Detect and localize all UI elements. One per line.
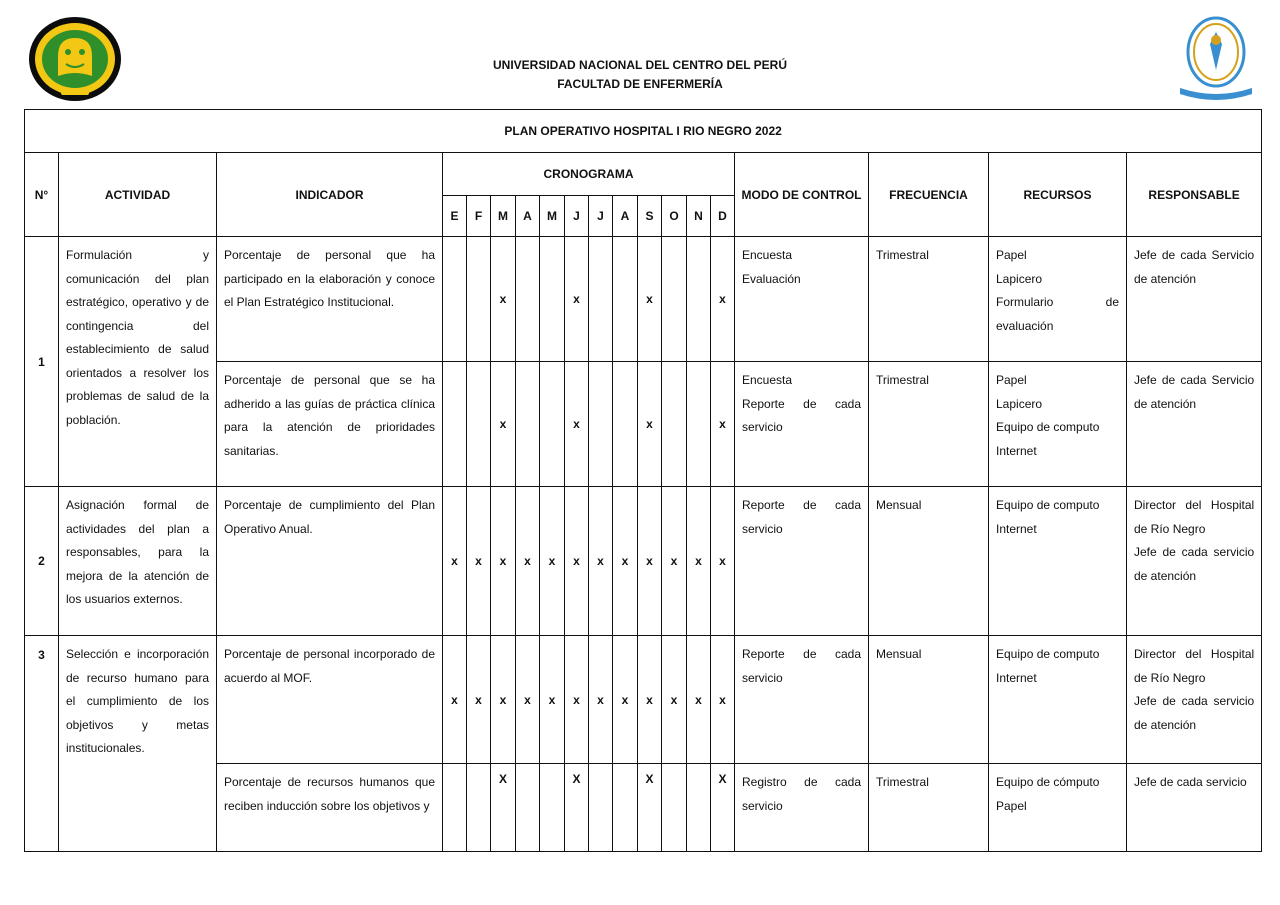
header-activity: ACTIVIDAD — [59, 153, 217, 237]
resource-line: Papel — [996, 373, 1027, 387]
schedule-mark: x — [687, 487, 711, 636]
schedule-mark: x — [711, 636, 735, 764]
resources-cell — [989, 362, 1127, 487]
header-control: MODO DE CONTROL — [735, 153, 869, 237]
control-cell — [735, 636, 869, 764]
control-line: Encuesta — [742, 373, 793, 387]
schedule-mark: X — [638, 764, 662, 852]
control-cell — [735, 362, 869, 487]
month-header: M — [491, 196, 516, 237]
schedule-mark: x — [613, 636, 638, 764]
row-number: 3 — [25, 636, 59, 852]
schedule-mark: X — [711, 764, 735, 852]
control-line: Reporte de cada servicio — [742, 396, 861, 434]
schedule-mark: x — [711, 487, 735, 636]
schedule-mark — [467, 237, 491, 362]
resource-line: Internet — [996, 521, 1037, 536]
month-header: J — [565, 196, 589, 237]
responsible-line: Jefe de cada Servicio de atención — [1134, 373, 1255, 411]
resource-line: Lapicero — [996, 271, 1043, 286]
month-header: A — [516, 196, 540, 237]
schedule-mark: x — [443, 636, 467, 764]
month-header: S — [638, 196, 662, 237]
schedule-mark — [589, 362, 613, 487]
schedule-mark: x — [638, 237, 662, 362]
schedule-mark: x — [443, 487, 467, 636]
responsible-cell — [1127, 764, 1262, 852]
schedule-mark: x — [491, 487, 516, 636]
header-num: N° — [25, 153, 59, 237]
schedule-mark — [467, 764, 491, 852]
month-header: N — [687, 196, 711, 237]
header-responsible: RESPONSABLE — [1127, 153, 1262, 237]
schedule-mark — [613, 764, 638, 852]
schedule-mark: x — [638, 636, 662, 764]
control-line: Reporte de cada servicio — [742, 647, 861, 685]
month-header: M — [540, 196, 565, 237]
schedule-mark — [516, 764, 540, 852]
activity-cell: Formulación y comunicación del plan estratégico, operativo y de contingencia del establecimiento de salud orientados a resolver los problemas de salud de la población. — [59, 237, 217, 487]
responsible-cell — [1127, 237, 1262, 362]
frequency-cell: Mensual — [869, 636, 989, 764]
schedule-mark: x — [638, 487, 662, 636]
schedule-mark — [662, 362, 687, 487]
indicator-cell: Porcentaje de personal incorporado de acuerdo al MOF. — [217, 636, 443, 764]
resource-line: Lapicero — [996, 396, 1043, 411]
frequency-cell: Trimestral — [869, 237, 989, 362]
responsible-cell — [1127, 362, 1262, 487]
month-header: J — [589, 196, 613, 237]
month-header: F — [467, 196, 491, 237]
month-header: O — [662, 196, 687, 237]
responsible-line: Jefe de cada servicio de atención — [1134, 694, 1255, 732]
schedule-mark — [613, 362, 638, 487]
schedule-mark — [589, 237, 613, 362]
frequency-cell: Trimestral — [869, 362, 989, 487]
control-cell — [735, 237, 869, 362]
activity-cell: Asignación formal de actividades del plan a responsables, para la mejora de la atención de los usuarios externos. — [59, 487, 217, 636]
header-frequency: FRECUENCIA — [869, 153, 989, 237]
resource-line: Equipo de computo — [996, 498, 1100, 512]
resources-cell — [989, 636, 1127, 764]
schedule-mark: X — [565, 764, 589, 852]
schedule-mark: x — [589, 487, 613, 636]
row-number: 2 — [25, 487, 59, 636]
responsible-cell — [1127, 487, 1262, 636]
resource-line: Formulario de evaluación — [996, 295, 1119, 333]
indicator-cell: Porcentaje de cumplimiento del Plan Operativo Anual. — [217, 487, 443, 636]
schedule-mark — [662, 764, 687, 852]
schedule-mark — [540, 237, 565, 362]
table-row — [25, 487, 1262, 636]
schedule-mark: x — [613, 487, 638, 636]
schedule-mark: x — [638, 362, 662, 487]
schedule-mark: x — [491, 362, 516, 487]
schedule-mark: x — [540, 487, 565, 636]
schedule-mark: x — [589, 636, 613, 764]
resources-cell — [989, 487, 1127, 636]
schedule-mark — [467, 362, 491, 487]
responsible-cell — [1127, 636, 1262, 764]
header-schedule: CRONOGRAMA — [443, 153, 735, 196]
indicator-cell: Porcentaje de personal que se ha adherido a las guías de práctica clínica para la atención de prioridades sanitarias. — [217, 362, 443, 487]
schedule-mark — [516, 237, 540, 362]
schedule-mark: x — [516, 636, 540, 764]
table-row — [25, 237, 1262, 362]
control-line: Reporte de cada servicio — [742, 498, 861, 536]
resource-line: Internet — [996, 443, 1037, 458]
responsible-line: Jefe de cada Servicio de atención — [1134, 248, 1255, 286]
indicator-cell: Porcentaje de recursos humanos que reciben inducción sobre los objetivos y — [217, 764, 443, 852]
schedule-mark — [443, 764, 467, 852]
schedule-mark — [589, 764, 613, 852]
month-header: D — [711, 196, 735, 237]
resources-cell — [989, 764, 1127, 852]
schedule-mark: x — [491, 636, 516, 764]
schedule-mark — [443, 237, 467, 362]
schedule-mark: x — [565, 487, 589, 636]
schedule-mark: x — [491, 237, 516, 362]
control-line: Registro de cada servicio — [742, 775, 861, 813]
row-number: 1 — [25, 237, 59, 487]
responsible-line: Jefe de cada servicio de atención — [1134, 545, 1255, 583]
header-resources: RECURSOS — [989, 153, 1127, 237]
responsible-line: Director del Hospital de Río Negro — [1134, 498, 1255, 536]
schedule-mark: x — [516, 487, 540, 636]
responsible-line: Director del Hospital de Río Negro — [1134, 647, 1255, 685]
schedule-mark — [687, 237, 711, 362]
resource-line: Equipo de computo — [996, 647, 1100, 661]
operative-plan-table — [24, 109, 1262, 852]
responsible-line: Jefe de cada servicio — [1134, 775, 1247, 789]
schedule-mark: x — [540, 636, 565, 764]
schedule-mark — [687, 764, 711, 852]
schedule-mark — [443, 362, 467, 487]
faculty-name: FACULTAD DE ENFERMERÍA — [557, 77, 723, 91]
schedule-mark — [540, 362, 565, 487]
schedule-mark: x — [565, 362, 589, 487]
control-cell — [735, 487, 869, 636]
schedule-mark: x — [467, 487, 491, 636]
table-row — [25, 636, 1262, 764]
activity-cell: Selección e incorporación de recurso humano para el cumplimiento de los objetivos y metas institucionales. — [59, 636, 217, 852]
schedule-mark: X — [491, 764, 516, 852]
month-header: A — [613, 196, 638, 237]
schedule-mark: x — [662, 636, 687, 764]
indicator-cell: Porcentaje de personal que ha participado en la elaboración y conoce el Plan Estratégico Institucional. — [217, 237, 443, 362]
plan-title: PLAN OPERATIVO HOSPITAL I RIO NEGRO 2022 — [25, 110, 1262, 153]
schedule-mark: x — [565, 636, 589, 764]
frequency-cell: Trimestral — [869, 764, 989, 852]
schedule-mark — [687, 362, 711, 487]
control-line: Evaluación — [742, 271, 801, 286]
schedule-mark — [516, 362, 540, 487]
control-cell — [735, 764, 869, 852]
month-header: E — [443, 196, 467, 237]
resources-cell — [989, 237, 1127, 362]
schedule-mark — [540, 764, 565, 852]
header-indicator: INDICADOR — [217, 153, 443, 237]
document-header — [0, 56, 1280, 94]
schedule-mark — [613, 237, 638, 362]
schedule-mark: x — [467, 636, 491, 764]
control-line: Encuesta — [742, 248, 793, 262]
schedule-mark: x — [662, 487, 687, 636]
schedule-mark: x — [711, 362, 735, 487]
resource-line: Papel — [996, 798, 1027, 813]
university-name: UNIVERSIDAD NACIONAL DEL CENTRO DEL PERÚ — [492, 58, 788, 72]
frequency-cell: Mensual — [869, 487, 989, 636]
resource-line: Equipo de computo — [996, 420, 1100, 434]
schedule-mark: x — [711, 237, 735, 362]
resource-line: Internet — [996, 670, 1037, 685]
schedule-mark — [662, 237, 687, 362]
resource-line: Papel — [996, 248, 1027, 262]
schedule-mark: x — [565, 237, 589, 362]
schedule-mark: x — [687, 636, 711, 764]
resource-line: Equipo de cómputo — [996, 775, 1100, 789]
